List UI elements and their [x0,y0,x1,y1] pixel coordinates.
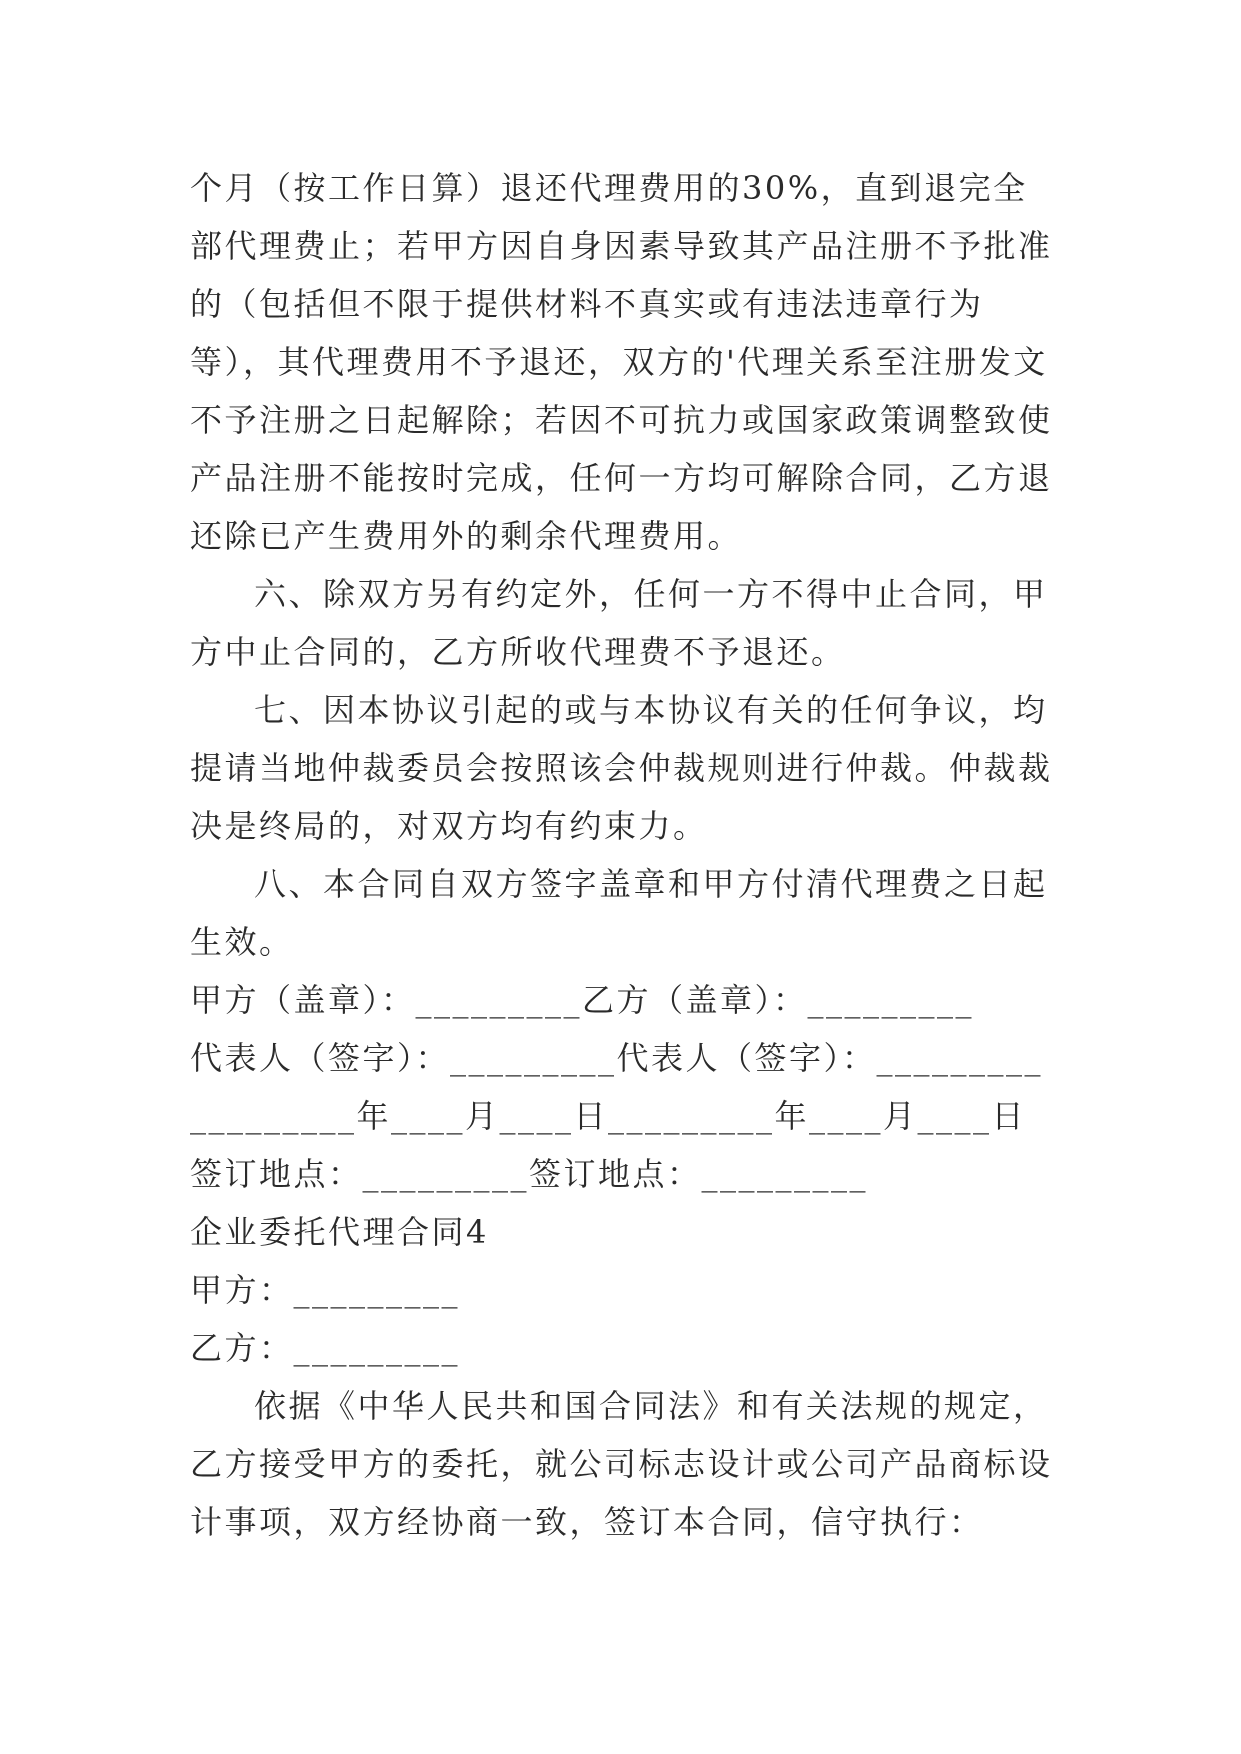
contract-heading: 企业委托代理合同4 [190,1213,489,1251]
party-b-line: 乙方：_________ [190,1329,461,1367]
paragraph-intro: 依据《中华人民共和国合同法》和有关法规的规定，乙方接受甲方的委托，就公司标志设计或公司产品商标设计事项，双方经协商一致，签订本合同，信守执行： [190,1387,1053,1541]
signature-date-line: _________年____月____日_________年____月____日 [190,1097,1027,1135]
document-body [190,159,1060,1551]
paragraph-clause-8: 八、本合同自双方签字盖章和甲方付清代理费之日起生效。 [190,865,1048,961]
paragraph-clause-7: 七、因本协议引起的或与本协议有关的任何争议，均提请当地仲裁委员会按照该会仲裁规则进行仲裁。仲裁裁决是终局的，对双方均有约束力。 [190,691,1053,845]
signature-seal-line: 甲方（盖章）：_________乙方（盖章）：_________ [190,981,975,1019]
signature-representative-line: 代表人（签字）：_________代表人（签字）：_________ [190,1039,1044,1077]
paragraph-refund-terms: 个月（按工作日算）退还代理费用的30%，直到退完全部代理费止；若甲方因自身因素导致其产品注册不予批准的（包括但不限于提供材料不真实或有违法违章行为等），其代理费用不予退还，双方的'代理关系至注册发文不予注册之日起解除；若因不可抗力或国家政策调整致使产品注册不能按时完成，任何一方均可解除合同，乙方退还除已产生费用外的剩余代理费用。 [190,169,1053,555]
party-a-line: 甲方：_________ [190,1271,461,1309]
paragraph-clause-6: 六、除双方另有约定外，任何一方不得中止合同，甲方中止合同的，乙方所收代理费不予退还。 [190,575,1048,671]
signature-place-line: 签订地点：_________签订地点：_________ [190,1155,869,1193]
